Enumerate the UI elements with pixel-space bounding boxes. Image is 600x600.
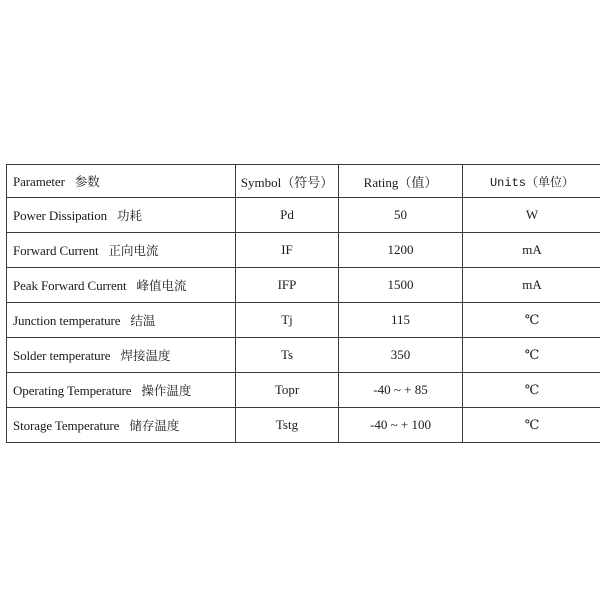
symbol-cell: Pd: [236, 198, 339, 233]
header-symbol: Symbol（符号）: [240, 174, 334, 190]
rating-cell: 50: [339, 198, 463, 233]
symbol-cell: Topr: [236, 373, 339, 408]
rating-cell: -40 ~ + 85: [339, 373, 463, 408]
parameter-cell: [7, 338, 236, 373]
parameter-zh: 焊接温度: [120, 348, 171, 363]
symbol-cell: Ts: [236, 338, 339, 373]
parameter-en: Peak Forward Current: [13, 278, 127, 293]
rating-cell: 115: [339, 303, 463, 338]
symbol-cell: IFP: [236, 268, 339, 303]
symbol-cell: IF: [236, 233, 339, 268]
header-rating-cell: [339, 165, 463, 198]
unit-cell: W: [463, 198, 600, 233]
symbol-cell: Tj: [236, 303, 339, 338]
rating-cell: 350: [339, 338, 463, 373]
header-rating: Rating（值）: [363, 174, 438, 190]
parameter-en: Solder temperature: [13, 348, 111, 363]
unit-cell: ℃: [463, 408, 600, 443]
parameter-zh: 操作温度: [141, 383, 192, 398]
table-row: [7, 373, 600, 408]
unit-cell: mA: [463, 233, 600, 268]
parameter-zh: 峰值电流: [136, 278, 187, 293]
header-parameter-zh: 参数: [74, 174, 100, 189]
table-row: [7, 338, 600, 373]
header-parameter-cell: [7, 165, 236, 198]
parameter-en: Junction temperature: [13, 313, 121, 328]
parameter-en: Power Dissipation: [13, 208, 107, 223]
symbol-cell: Tstg: [236, 408, 339, 443]
unit-cell: ℃: [463, 303, 600, 338]
parameter-zh: 储存温度: [129, 418, 180, 433]
parameter-cell: [7, 233, 236, 268]
table-header-row: [7, 165, 600, 198]
header-symbol-cell: [236, 165, 339, 198]
header-units-cell: [463, 165, 600, 198]
parameter-en: Storage Temperature: [13, 418, 120, 433]
table-row: [7, 303, 600, 338]
unit-cell: ℃: [463, 373, 600, 408]
table-row: [7, 198, 600, 233]
unit-cell: mA: [463, 268, 600, 303]
table-row: [7, 408, 600, 443]
parameter-zh: 正向电流: [108, 243, 159, 258]
table-row: [7, 268, 600, 303]
parameter-zh: 功耗: [117, 208, 143, 223]
parameter-en: Operating Temperature: [13, 383, 132, 398]
rating-cell: -40 ~ + 100: [339, 408, 463, 443]
parameter-cell: [7, 303, 236, 338]
rating-cell: 1500: [339, 268, 463, 303]
header-units: Units（单位）: [489, 175, 574, 190]
parameter-cell: [7, 198, 236, 233]
header-parameter-en: Parameter: [13, 174, 65, 189]
parameter-cell: [7, 408, 236, 443]
unit-cell: ℃: [463, 338, 600, 373]
parameter-zh: 结温: [130, 313, 156, 328]
rating-cell: 1200: [339, 233, 463, 268]
absolute-ratings-table: [6, 164, 600, 443]
table-row: [7, 233, 600, 268]
parameter-en: Forward Current: [13, 243, 99, 258]
parameter-cell: [7, 373, 236, 408]
parameter-cell: [7, 268, 236, 303]
